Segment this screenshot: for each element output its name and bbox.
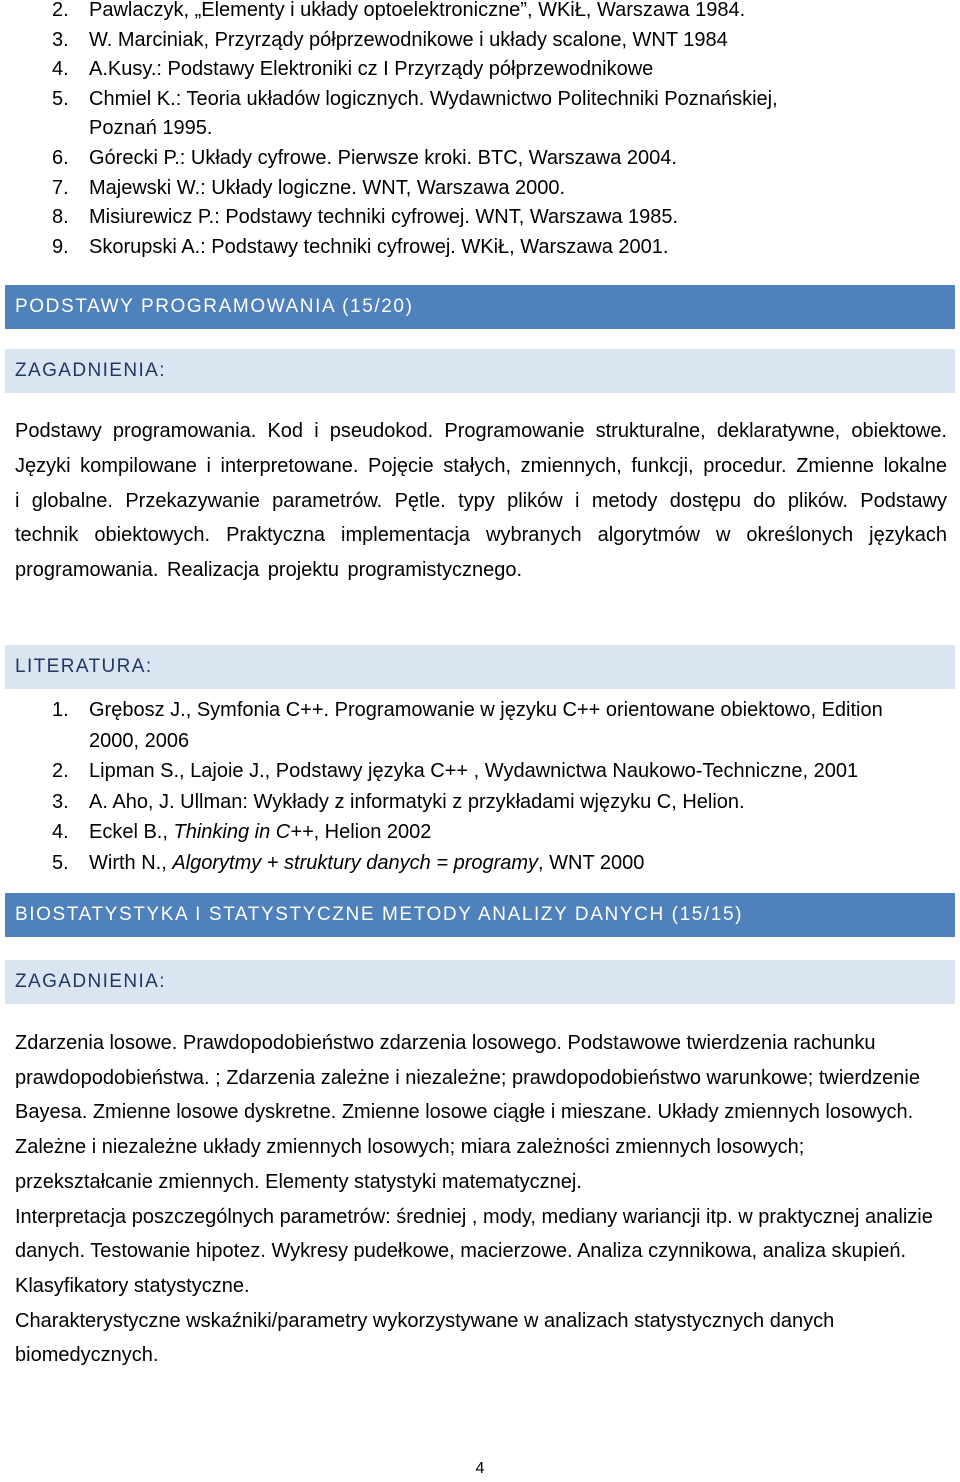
item-text: Poznań 1995. [89, 117, 213, 140]
item-author: Wirth N., [89, 851, 173, 874]
item-number: 2. [52, 760, 69, 782]
topics-paragraph: Podstawy programowania. Kod i pseudokod. Programowanie strukturalne, deklaratywne, obiektowe. Języki kompilowane i interpretowane. Pojęcie stałych, zmiennych, funkcji, procedur. Zmienne lokalne i globalne. Przekazywanie parametrów. Pętle. typy plików i metody dostępu do plików. Podstawy technik obiektowych. Praktyczna implementacja wybranych algorytmów w określonych językach programowania. Realizacja projektu programistycznego. [15, 420, 947, 582]
item-number: 4. [52, 821, 69, 843]
list-item [52, 817, 919, 848]
list-item [52, 174, 778, 204]
item-rest: Podstawy języka C++ , Wydawnictwa Naukowo-Techniczne, 2001 [270, 760, 859, 782]
item-number: 8. [52, 206, 69, 229]
previous-references-list [52, 0, 778, 262]
item-text: Majewski W.: Układy logiczne. WNT, Warszawa 2000. [89, 176, 566, 199]
topics-text-block [15, 1026, 947, 1373]
list-item [52, 848, 919, 879]
literature-list [52, 695, 919, 878]
topics-paragraph: Charakterystyczne wskaźniki/parametry wykorzystywane w analizach statystycznych danych biomedycznych. [15, 1309, 835, 1367]
item-text [89, 848, 919, 879]
topics-subheading [5, 349, 955, 393]
page-number: 4 [475, 1460, 485, 1477]
list-item [52, 787, 919, 818]
topics-paragraph: Interpretacja poszczególnych parametrów: średniej , mody, mediany wariancji itp. w praktycznej analizie danych. Testowanie hipotez. Wykresy pudełkowe, macierzowe. Analiza czynnikowa, analiza skupień. Klasyfikatory statystyczne. [15, 1205, 933, 1297]
item-text [89, 787, 919, 818]
topics-paragraph: Zdarzenia losowe. Prawdopodobieństwo zdarzenia losowego. Podstawowe twierdzenia rachunku prawdopodobieństwa. ; Zdarzenia zależne i niezależne; prawdopodobieństwo warunkowe; twierdzenie Bayesa. Zmienne losowe dyskretne. Zmienne losowe ciągłe i mieszane. Układy zmiennych losowych. Zależne i niezależne układy zmiennych losowych; miara zależności zmiennych losowych; przekształcanie zmiennych. Elementy statystyki matematycznej. [15, 1032, 920, 1193]
section-heading-programming [5, 285, 955, 329]
item-number: 2. [52, 0, 69, 21]
list-item [52, 756, 919, 787]
item-title: Thinking in C++ [173, 821, 314, 843]
item-rest: , Helion 2002 [313, 821, 432, 843]
subheading-text: ZAGADNIENIA: [15, 360, 166, 381]
literature-subheading [5, 645, 955, 689]
item-number: 9. [52, 235, 69, 258]
item-text: Misiurewicz P.: Podstawy techniki cyfrowej. WNT, Warszawa 1985. [89, 206, 679, 229]
subheading-text: ZAGADNIENIA: [15, 971, 166, 992]
item-text [89, 756, 919, 787]
list-item [52, 233, 778, 263]
item-number: 1. [52, 699, 69, 721]
list-item [52, 55, 778, 85]
item-number: 4. [52, 58, 69, 81]
item-text [89, 817, 919, 848]
item-rest: Programowanie w języku C++ orientowane obiektowo, Edition 2000, 2006 [89, 699, 883, 752]
list-item [52, 114, 778, 144]
item-number: 3. [52, 28, 69, 51]
list-item [52, 144, 778, 174]
section-heading-text: PODSTAWY PROGRAMOWANIA (15/20) [15, 296, 414, 317]
item-text: A.Kusy.: Podstawy Elektroniki cz I Przyrządy półprzewodnikowe [89, 58, 654, 81]
item-rest: Wykłady z informatyki z przykładami wjęzyku C, Helion. [247, 790, 745, 813]
subheading-text: LITERATURA: [15, 656, 153, 677]
item-number: 6. [52, 146, 69, 169]
topics-subheading [5, 960, 955, 1004]
item-text [89, 695, 919, 756]
list-item [52, 0, 778, 26]
item-text: Pawlaczyk, „Elementy i układy optoelektroniczne”, WKiŁ, Warszawa 1984. [89, 0, 746, 21]
item-number: 3. [52, 790, 69, 813]
item-author: Grębosz J., Symfonia C++. [89, 699, 330, 721]
list-item [52, 203, 778, 233]
item-author: Eckel B., [89, 821, 174, 843]
item-author: Lipman S., Lajoie J., [89, 760, 271, 782]
section-heading-text: BIOSTATYSTYKA I STATYSTYCZNE METODY ANALIZY DANYCH (15/15) [15, 904, 744, 925]
item-number: 5. [52, 851, 69, 874]
section-heading-biostatistics [5, 893, 955, 937]
list-item [52, 26, 778, 56]
item-text: Skorupski A.: Podstawy techniki cyfrowej. WKiŁ, Warszawa 2001. [89, 235, 669, 258]
item-author: A. Aho, J. Ullman: [89, 790, 248, 813]
list-item [52, 695, 919, 756]
item-title: Algorytmy + struktury danych = programy [172, 851, 539, 874]
list-item [52, 85, 778, 115]
item-text: Chmiel K.: Teoria układów logicznych. Wydawnictwo Politechniki Poznańskiej, [89, 87, 778, 110]
item-text: Górecki P.: Układy cyfrowe. Pierwsze kroki. BTC, Warszawa 2004. [89, 146, 677, 169]
item-number: 7. [52, 176, 69, 199]
item-rest: , WNT 2000 [538, 851, 645, 874]
item-text: W. Marciniak, Przyrządy półprzewodnikowe i układy scalone, WNT 1984 [89, 28, 728, 51]
item-number: 5. [52, 87, 69, 110]
